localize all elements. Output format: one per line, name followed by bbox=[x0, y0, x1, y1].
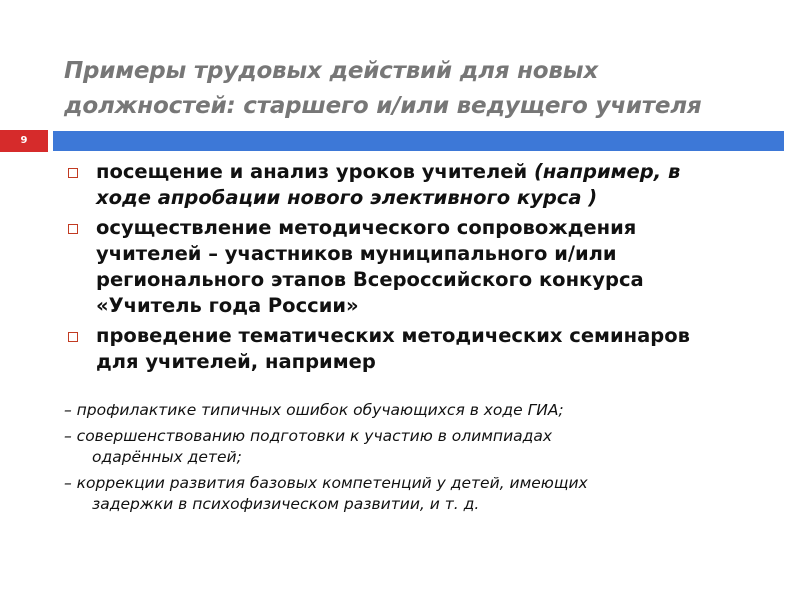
seminar-topic-line: – коррекции развития базовых компетенций у детей, имеющих bbox=[64, 474, 588, 492]
seminar-topic-line: задержки в психофизическом развитии, и т. д. bbox=[92, 495, 480, 513]
divider-bar bbox=[53, 131, 784, 151]
slide-number-badge: 9 bbox=[0, 130, 48, 152]
bullet-text: посещение и анализ уроков учителей bbox=[96, 160, 534, 183]
slide-title bbox=[64, 54, 764, 124]
title-divider bbox=[0, 130, 800, 152]
hollow-square-icon bbox=[68, 332, 78, 342]
bullet-line: проведение тематических методических семинаров bbox=[96, 324, 690, 347]
seminar-topic-item bbox=[64, 400, 764, 421]
seminar-topics-list bbox=[64, 400, 764, 520]
bullet-line: регионального этапов Всероссийского конкурса bbox=[96, 268, 644, 291]
hollow-square-icon bbox=[68, 224, 78, 234]
seminar-topic-line: одарённых детей; bbox=[92, 448, 242, 466]
seminar-topic-item bbox=[64, 473, 764, 515]
seminar-topic-line: – профилактике типичных ошибок обучающихся в ходе ГИА; bbox=[64, 401, 564, 419]
title-line-2: должностей: старшего и/или ведущего учителя bbox=[64, 93, 702, 119]
bullet-list bbox=[66, 159, 746, 379]
seminar-topic-item bbox=[64, 426, 764, 468]
bullet-item-lesson-analysis bbox=[66, 159, 746, 211]
bullet-line: ходе апробации нового элективного курса ) bbox=[96, 186, 598, 209]
bullet-line: «Учитель года России» bbox=[96, 294, 359, 317]
bullet-line bbox=[96, 159, 746, 185]
bullet-line: для учителей, например bbox=[96, 350, 376, 373]
bullet-line: осуществление методического сопровождения bbox=[96, 216, 637, 239]
bullet-text-italic: (например, в bbox=[533, 160, 681, 183]
title-line-1: Примеры трудовых действий для новых bbox=[64, 58, 598, 84]
hollow-square-icon bbox=[68, 168, 78, 178]
bullet-item-methodical-support bbox=[66, 215, 746, 319]
seminar-topic-line: – совершенствованию подготовки к участию в олимпиадах bbox=[64, 427, 553, 445]
bullet-line: учителей – участников муниципального и/или bbox=[96, 242, 617, 265]
bullet-item-seminars bbox=[66, 323, 746, 375]
